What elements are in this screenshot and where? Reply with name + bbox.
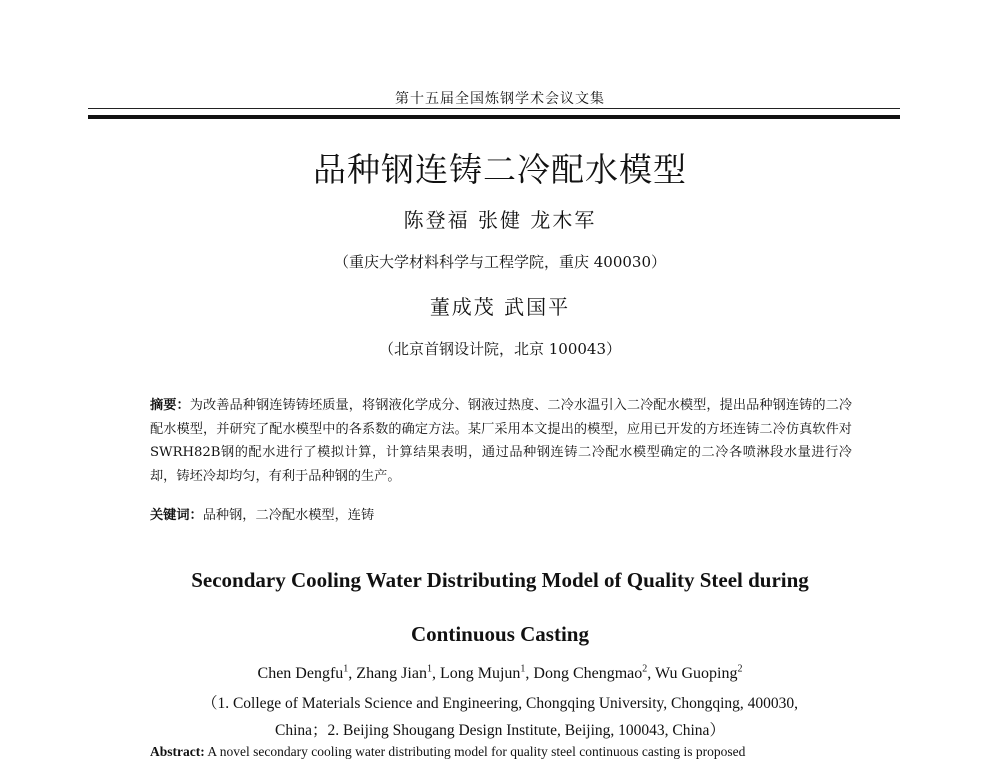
affiliation-en-line1: （1. College of Materials Science and Engineering, Chongqing University, Chongqing, 400030, bbox=[201, 695, 799, 712]
author-en: Chen Dengfu$^1$, bbox=[257, 664, 357, 683]
authors-en bbox=[0, 664, 1000, 683]
abstract-cn-label: 摘要： bbox=[150, 398, 190, 413]
abstract-cn bbox=[150, 394, 852, 488]
keywords-cn-label: 关键词： bbox=[150, 508, 203, 523]
affiliation-cn-1: （重庆大学材料科学与工程学院，重庆 400030） bbox=[333, 253, 667, 271]
author-en: Long Mujun$^1$, bbox=[439, 664, 534, 683]
abstract-en-label: Abstract: bbox=[150, 744, 205, 759]
keywords-cn-text: 品种钢，二冷配水模型，连铸 bbox=[202, 508, 375, 523]
author-en: Dong Chengmao$^2$, bbox=[533, 664, 655, 683]
header-rule-thin bbox=[88, 108, 900, 109]
affiliation-cn-2: （北京首钢设计院，北京 100043） bbox=[378, 340, 622, 358]
keywords-cn bbox=[150, 504, 852, 523]
paper-title-en-line2: Continuous Casting bbox=[411, 622, 589, 646]
affiliation-en-line2: China；2. Beijing Shougang Design Institute, Beijing, 100043, China） bbox=[275, 722, 725, 739]
abstract-en bbox=[150, 744, 852, 760]
paper-title-en-line1: Secondary Cooling Water Distributing Model of Quality Steel during bbox=[191, 568, 809, 592]
authors-cn-group2: 董成茂 武国平 bbox=[429, 295, 571, 319]
abstract-cn-text: 为改善品种钢连铸铸坯质量，将钢液化学成分、钢液过热度、二冷水温引入二冷配水模型，提出品种钢连铸的二冷配水模型，并研究了配水模型中的各系数的确定方法。某厂采用本文提出的模型，应用已开发的方坯连铸二冷仿真软件对SWRH82B钢的配水进行了模拟计算，计算结果表明，通过品种钢连铸二冷配水模型确定的二冷各喷淋段水量进行冷却，铸坯冷却均匀，有利于品种钢的生产。 bbox=[150, 398, 853, 484]
running-head: 第十五届全国炼钢学术会议文集 bbox=[395, 91, 605, 107]
author-en: Wu Guoping$^2$ bbox=[655, 664, 743, 683]
paper-title-cn: 品种钢连铸二冷配水模型 bbox=[313, 150, 687, 189]
abstract-en-text: A novel secondary cooling water distributing model for quality steel continuous casting is proposed bbox=[204, 744, 746, 759]
author-en: Zhang Jian$^1$, bbox=[356, 664, 440, 683]
header-rule-thick bbox=[88, 115, 900, 119]
authors-cn-group1: 陈登福 张健 龙木军 bbox=[403, 208, 597, 232]
